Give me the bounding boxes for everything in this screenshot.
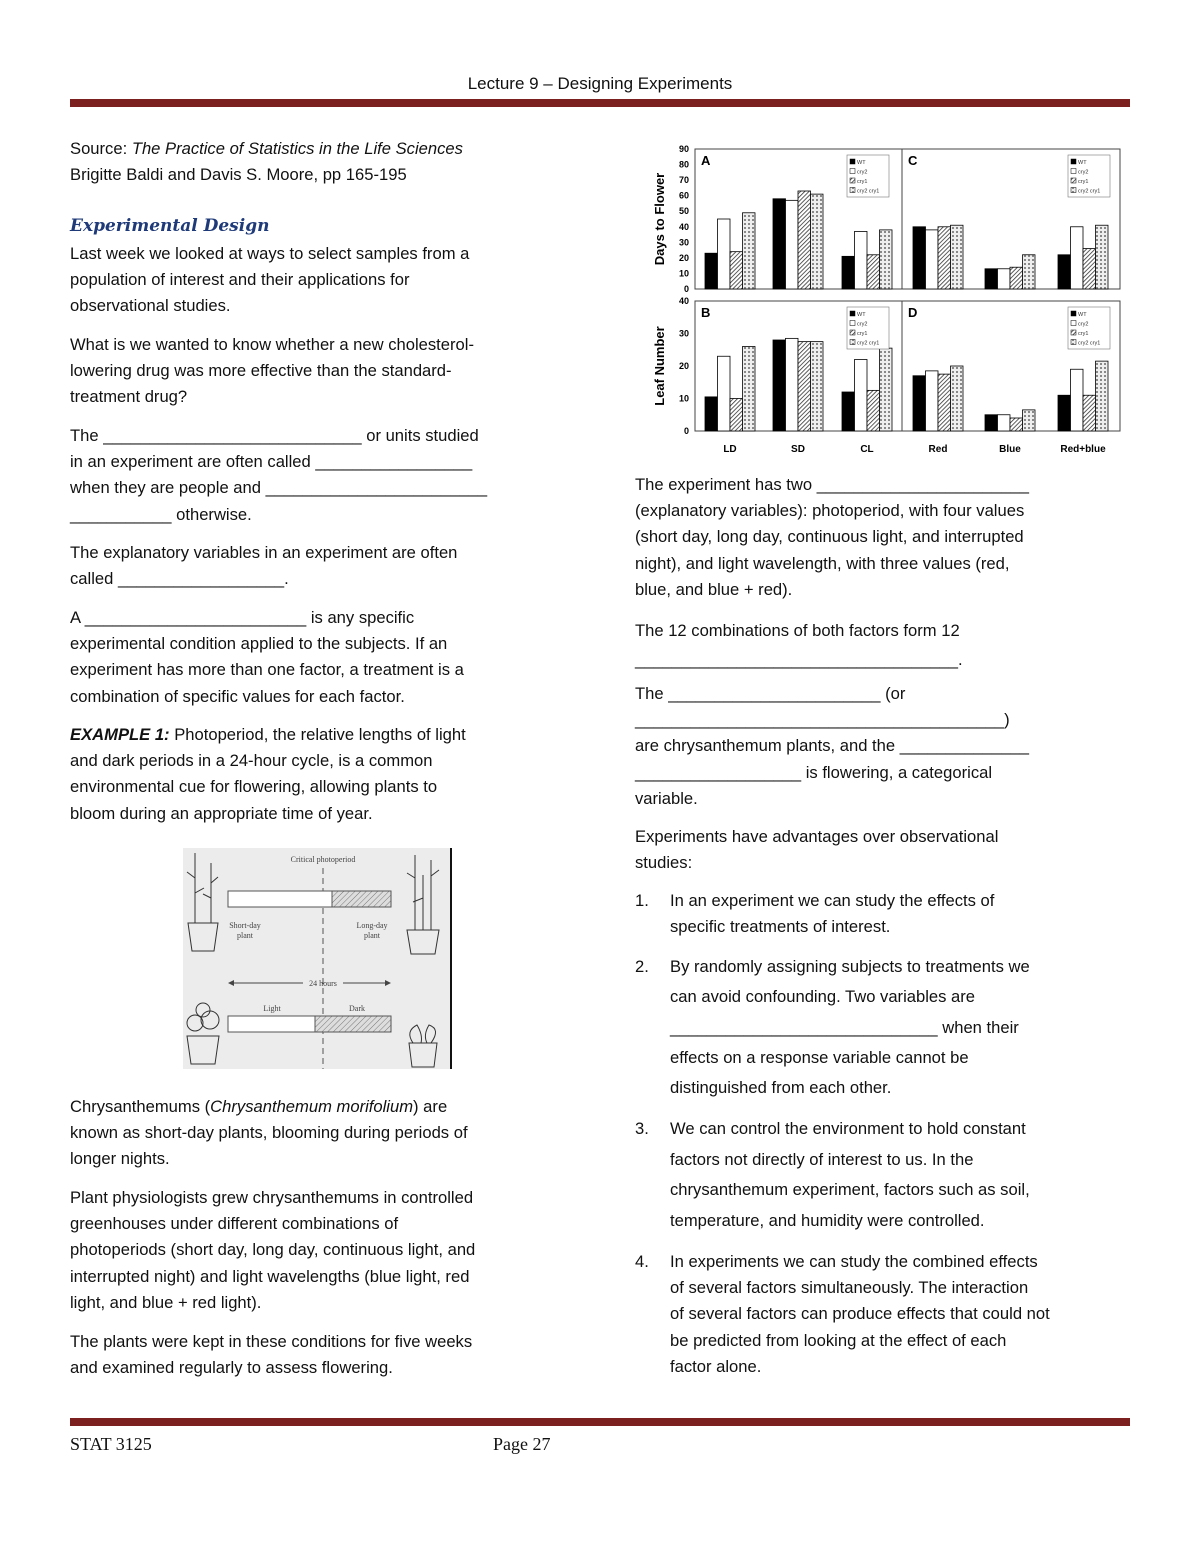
panel-label: C [908, 153, 918, 168]
bar [773, 340, 786, 431]
legend-label: cry2 [1078, 169, 1089, 176]
source-authors: Brigitte Baldi and Davis S. Moore, pp 165-195 [70, 165, 407, 185]
bar [773, 199, 786, 289]
critical-label: Critical photoperiod [290, 855, 356, 864]
footer-rule [70, 1418, 1130, 1426]
light-bar-top [228, 891, 332, 907]
legend-label: cry1 [857, 331, 868, 337]
legend-swatch [1071, 178, 1076, 183]
bar [1023, 255, 1036, 289]
legend-label: cry2 [857, 321, 868, 328]
bar [743, 213, 756, 289]
bar [855, 360, 868, 432]
fill-in-paragraph: The ____________________________ or units studied in an experiment are often called _________________ when they are people and ________________________ ___________ otherwise. [70, 426, 488, 524]
fill-in-paragraph: The experiment has two _______________________ (explanatory variables): photoperiod, with four values (short day, long day, continuous light, and interrupted night), and light wavelength, with three values (red, blue, and blue + red). [635, 475, 1029, 599]
paragraph: Plant physiologists grew chrysanthemums in controlled greenhouses under different combinations of photoperiods (short day, long day, continuous light, and interrupted night) and light wavelengths (blue light, red light, and blue + red light). [70, 1188, 476, 1312]
legend-swatch [850, 169, 855, 174]
bar [1058, 395, 1071, 431]
y-tick-label: 10 [678, 393, 689, 404]
footer-course: STAT 3125 [70, 1434, 152, 1454]
bar [913, 227, 926, 289]
list-text: In an experiment we can study the effects of specific treatments of interest. [670, 891, 995, 937]
flowering-bar-chart [640, 135, 1130, 465]
x-tick-label: Blue [999, 444, 1021, 455]
legend-label: cry1 [1078, 179, 1089, 185]
list-number: 3. [635, 1119, 649, 1138]
list-number: 2. [635, 957, 649, 976]
paragraph [70, 1094, 570, 1173]
y-tick-label: 90 [678, 144, 689, 154]
x-tick-label: Red+blue [1060, 444, 1106, 455]
bar [1083, 395, 1096, 431]
fill-in-paragraph: The 12 combinations of both factors form 12 ___________________________________. [635, 621, 963, 669]
bar [880, 230, 893, 289]
list-text: We can control the environment to hold constant factors not directly of interest to us. In the chrysanthemum experiment, factors such as soil, temperature, and humidity were controlled. [670, 1119, 1030, 1230]
panel-label: B [701, 305, 711, 320]
bar [926, 371, 939, 431]
legend-label: WT [857, 160, 866, 166]
bar [1010, 418, 1023, 431]
source-label: Source: [70, 139, 132, 158]
bar [1096, 361, 1109, 431]
light-bar-bottom [228, 1016, 315, 1032]
bar [786, 338, 799, 431]
y-tick-label: 50 [678, 206, 689, 217]
hours-label: 24 hours [309, 979, 337, 988]
bar [842, 392, 855, 431]
legend-swatch [1071, 169, 1076, 174]
paragraph: What is we wanted to know whether a new cholesterol- lowering drug was more effective than the standard- treatment drug? [70, 335, 474, 407]
legend-label: cry2 cry1 [857, 340, 880, 347]
legend-swatch [850, 311, 855, 316]
bar [730, 399, 743, 432]
source-citation [70, 136, 570, 188]
bar [705, 397, 718, 431]
light-label: Light [263, 1004, 281, 1013]
bar [880, 348, 893, 431]
legend-swatch [1071, 159, 1076, 164]
bar [705, 253, 718, 289]
y-tick-label: 10 [678, 268, 689, 279]
legend-swatch [850, 330, 855, 335]
bar [1071, 227, 1084, 289]
bar [743, 347, 756, 432]
x-tick-label: CL [860, 444, 874, 455]
bar [951, 225, 964, 289]
paragraph: Last week we looked at ways to select samples from a population of interest and their applications for observational studies. [70, 244, 470, 316]
y-tick-label: 60 [678, 190, 689, 201]
panel-label: D [908, 305, 918, 320]
list-number: 1. [635, 891, 649, 910]
bar [998, 269, 1011, 289]
footer-page-number: Page 27 [493, 1434, 551, 1454]
list-text: In experiments we can study the combined effects of several factors simultaneously. The interaction of several factors can produce effects that could not be predicted from looking at the effect of each factor alone. [670, 1252, 1050, 1376]
legend-label: cry2 [1078, 321, 1089, 328]
bar [855, 231, 868, 289]
bar [867, 255, 880, 289]
bar [730, 252, 743, 289]
y-axis-label: Leaf Number [652, 326, 667, 406]
legend-label: cry1 [857, 179, 868, 185]
bar [1023, 410, 1036, 431]
bar [1083, 249, 1096, 289]
bar [798, 191, 811, 289]
bar [842, 256, 855, 289]
legend-label: WT [1078, 312, 1087, 318]
panel-label: A [701, 153, 711, 168]
bar [811, 194, 824, 289]
bar [811, 342, 824, 431]
x-tick-label: SD [791, 444, 805, 455]
paragraph: The plants were kept in these conditions for five weeks and examined regularly to assess flowering. [70, 1332, 473, 1378]
y-tick-label: 20 [678, 252, 689, 263]
legend-swatch [850, 321, 855, 326]
dark-bar-bottom [315, 1016, 391, 1032]
photoperiod-figure [183, 848, 455, 1069]
dark-label: Dark [349, 1004, 365, 1013]
y-tick-label: 30 [678, 237, 689, 248]
bar [951, 366, 964, 431]
legend-label: cry2 cry1 [1078, 340, 1101, 347]
short-day-label: plant [237, 931, 253, 940]
bar [998, 415, 1011, 431]
y-axis-label: Days to Flower [652, 172, 667, 266]
bar [718, 356, 731, 431]
y-tick-label: 40 [678, 296, 689, 306]
section-heading: Experimental Design [70, 216, 270, 236]
long-day-label: Long-day [356, 921, 388, 930]
x-tick-label: Red [928, 444, 948, 455]
legend-swatch [850, 340, 855, 345]
bar [867, 390, 880, 431]
bar [926, 230, 939, 289]
fill-in-paragraph: A ________________________ is any specific experimental condition applied to the subjects. If an experiment has more than one factor, a treatment is a combination of specific values for each factor. [70, 608, 464, 706]
legend-swatch [1071, 311, 1076, 316]
bar [985, 415, 998, 431]
long-day-label: plant [364, 931, 380, 940]
short-day-label: Short-day [229, 921, 261, 930]
legend-label: WT [1078, 160, 1087, 166]
paragraph: Experiments have advantages over observational studies: [635, 827, 999, 873]
source-title: The Practice of Statistics in the Life Sciences [131, 139, 463, 158]
bar [786, 200, 799, 289]
bar [1096, 225, 1109, 289]
bar [1010, 267, 1023, 289]
y-tick-label: 20 [678, 361, 689, 371]
dark-bar-top [332, 891, 391, 907]
y-tick-label: 80 [678, 159, 689, 170]
example-paragraph [70, 722, 570, 827]
bar [798, 342, 811, 431]
fill-in-paragraph: The _______________________ (or ________________________________________) are chrysanthemum plants, and the ______________ __________________ is flowering, a categorical variable. [635, 684, 1029, 808]
text: ) are known as short-day plants, blooming during periods of longer nights. [70, 1097, 468, 1169]
species-name: Chrysanthemum morifolium [210, 1097, 414, 1116]
bar [1058, 255, 1071, 289]
bar [913, 376, 926, 431]
legend-swatch [850, 178, 855, 183]
list-text: By randomly assigning subjects to treatments we can avoid confounding. Two variables are _____________________________ when their effects on a response variable cannot be distinguished from each other. [670, 957, 1030, 1098]
legend-swatch [850, 159, 855, 164]
y-tick-label: 40 [678, 221, 689, 232]
page-header: Lecture 9 – Designing Experiments [467, 74, 733, 93]
legend-swatch [1071, 321, 1076, 326]
legend-label: cry2 cry1 [1078, 188, 1101, 195]
bar [985, 269, 998, 289]
legend-swatch [1071, 340, 1076, 345]
legend-label: cry2 cry1 [857, 188, 880, 195]
text: Chrysanthemums ( [70, 1097, 211, 1116]
y-tick-label: 70 [678, 175, 689, 186]
list-number: 4. [635, 1252, 649, 1271]
legend-label: cry2 [857, 169, 868, 176]
bar [1071, 369, 1084, 431]
bar [938, 227, 951, 289]
bar [718, 219, 731, 289]
x-tick-label: LD [723, 444, 737, 455]
y-tick-label: 0 [683, 426, 689, 436]
legend-label: cry1 [1078, 331, 1089, 337]
legend-swatch [1071, 188, 1076, 193]
header-rule [70, 99, 1130, 107]
y-tick-label: 30 [678, 328, 689, 339]
example-label: EXAMPLE 1: [70, 725, 170, 744]
legend-swatch [850, 188, 855, 193]
legend-label: WT [857, 312, 866, 318]
y-tick-label: 0 [683, 284, 689, 294]
example-text: Photoperiod, the relative lengths of light and dark periods in a 24-hour cycle, is a common environmental cue for flowering, allowing plants to bloom during an appropriate time of year. [70, 725, 466, 823]
legend-swatch [1071, 330, 1076, 335]
bar [938, 374, 951, 431]
fill-in-paragraph: The explanatory variables in an experiment are often called __________________. [70, 543, 458, 589]
